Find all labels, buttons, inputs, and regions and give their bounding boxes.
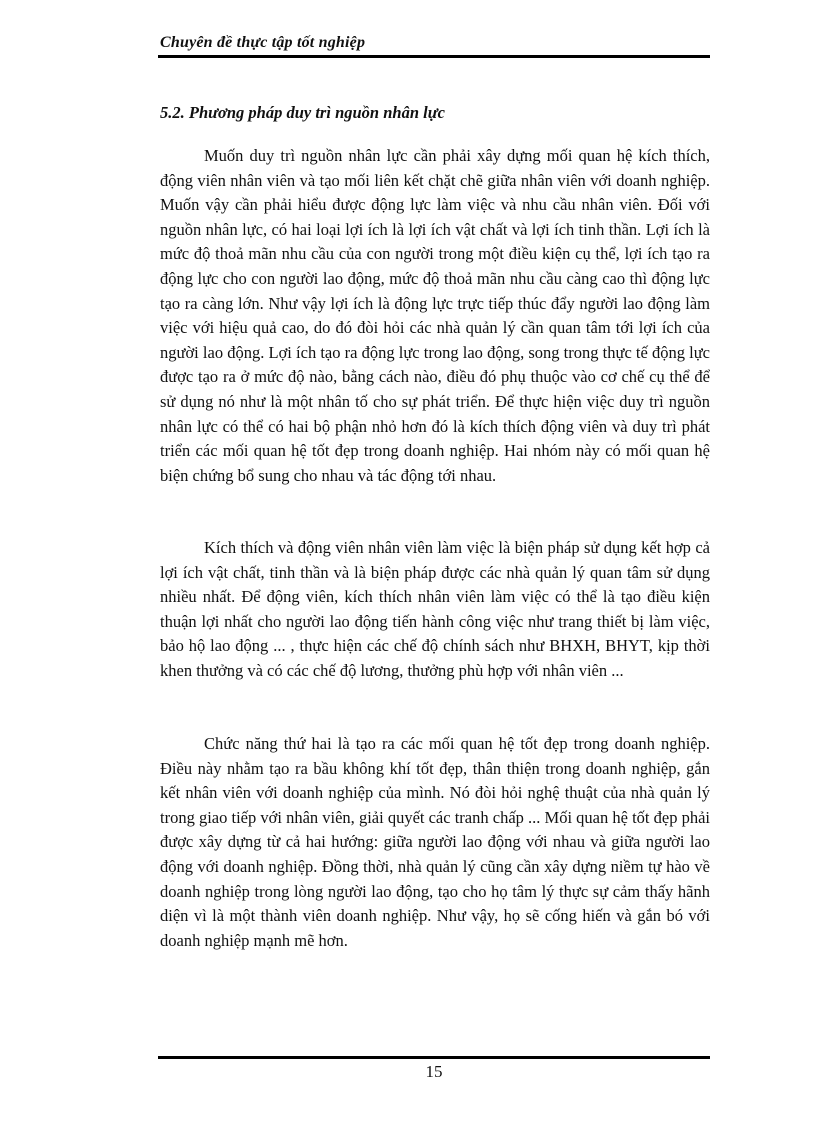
running-header: Chuyên đề thực tập tốt nghiệp bbox=[160, 34, 366, 51]
header-divider bbox=[158, 55, 710, 58]
section-heading: 5.2. Phương pháp duy trì nguồn nhân lực bbox=[160, 103, 445, 122]
page-number: 15 bbox=[425, 1062, 443, 1081]
paragraph: Chức năng thứ hai là tạo ra các mối quan hệ tốt đẹp trong doanh nghiệp. Điều này nhằm tạo ra bầu không khí tốt đẹp, thân thiện trong doanh nghiệp, gắn kết nhân viên với doanh nghiệp của mình. Nó đòi hỏi nghệ thuật của nhà quản lý trong giao tiếp với nhân viên, giải quyết các tranh chấp ... Mối quan hệ tốt đẹp phải được xây dựng từ cả hai hướng: giữa người lao động với nhau và giữa người lao động với doanh nghiệp. Đồng thời, nhà quản lý cũng cần xây dựng niềm tự hào về doanh nghiệp trong lòng người lao động, tạo cho họ tâm lý thực sự cảm thấy hãnh diện vì là một thành viên doanh nghiệp. Như vậy, họ sẽ cống hiến và gắn bó với doanh nghiệp mạnh mẽ hơn. bbox=[160, 734, 710, 950]
paragraph: Muốn duy trì nguồn nhân lực cần phải xây dựng mối quan hệ kích thích, động viên nhân viên và tạo mối liên kết chặt chẽ giữa nhân viên với doanh nghiệp. Muốn vậy cần phải hiểu được động lực làm việc và nhu cầu nhân viên. Đối với nguồn nhân lực, có hai loại lợi ích là lợi ích vật chất và lợi ích tinh thần. Lợi ích là mức độ thoả mãn nhu cầu của con người trong một điều kiện cụ thể, lợi ích tạo ra động lực cho con người lao động, mức độ thoả mãn nhu cầu càng cao thì động lực tạo ra càng lớn. Như vậy lợi ích là động lực trực tiếp thúc đẩy người lao động làm việc với hiệu quả cao, do đó đòi hỏi các nhà quản lý cần quan tâm tới lợi ích của người lao động. Lợi ích tạo ra động lực trong lao động, song trong thực tế động lực được tạo ra ở mức độ nào, bằng cách nào, điều đó phụ thuộc vào cơ chế cụ thể để sử dụng nó như là một nhân tố cho sự phát triển. Để thực hiện việc duy trì nguồn nhân lực có thể có hai bộ phận nhỏ hơn đó là kích thích động viên và duy trì phát triển các mối quan hệ tốt đẹp trong doanh nghiệp. Hai nhóm này có mối quan hệ biện chứng bổ sung cho nhau và tác động tới nhau. bbox=[160, 146, 710, 485]
paragraph: Kích thích và động viên nhân viên làm việc là biện pháp sử dụng kết hợp cả lợi ích vật chất, tinh thần và là biện pháp được các nhà quản lý quan tâm sử dụng nhiều nhất. Để động viên, kích thích nhân viên làm việc có thể là tạo điều kiện thuận lợi nhất cho người lao động tiến hành công việc như trang thiết bị làm việc, bảo hộ lao động ... , thực hiện các chế độ chính sách như BHXH, BHYT, kịp thời khen thưởng và có các chế độ lương, thưởng phù hợp với nhân viên ... bbox=[160, 538, 710, 680]
footer-divider bbox=[158, 1056, 710, 1059]
